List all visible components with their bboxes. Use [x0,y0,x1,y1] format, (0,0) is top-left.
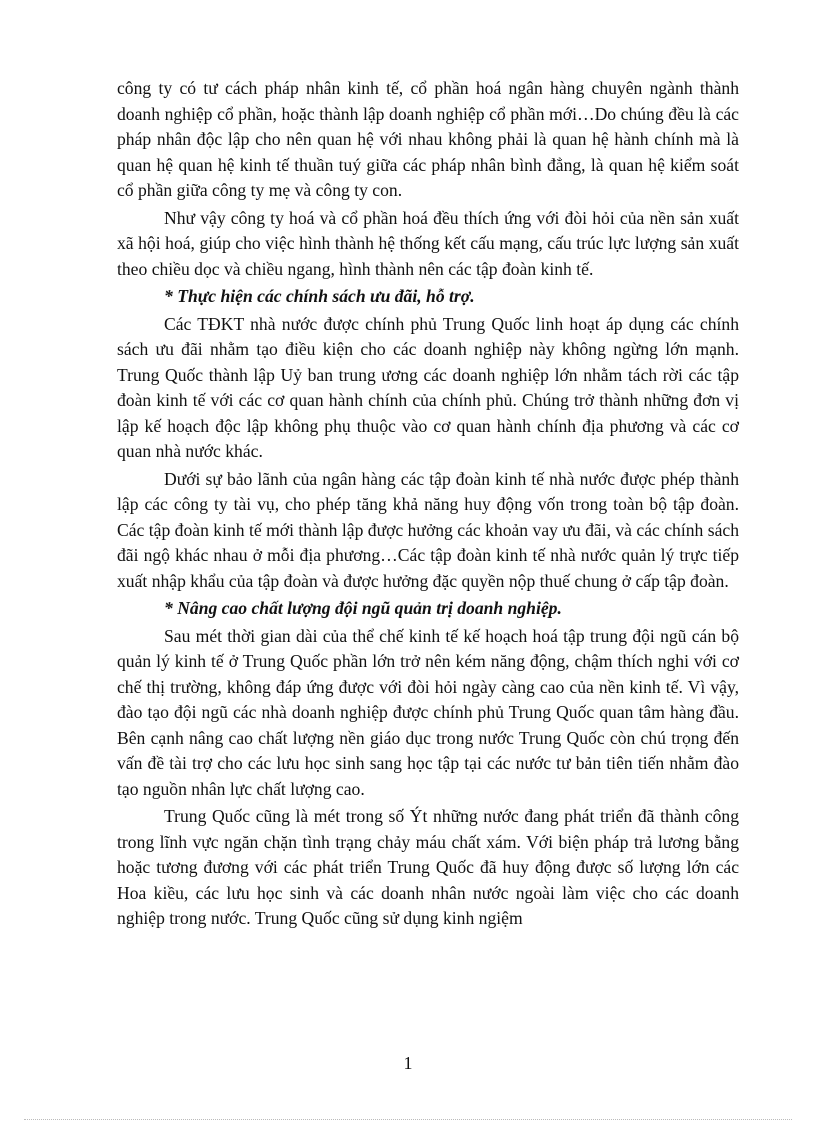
body-text [117,76,739,934]
section-heading-incentives: * Thực hiện các chính sách ưu đãi, hỗ trợ. [164,286,475,306]
paragraph-4: Dưới sự bảo lãnh của ngân hàng các tập đoàn kinh tế nhà nước được phép thành lập các công ty tài vụ, cho phép tăng khả năng huy động vốn trong toàn bộ tập đoàn. Các tập đoàn kinh tế mới thành lập được hưởng các khoản vay ưu đãi, và các chính sách đãi ngộ khác nhau ở mỗi địa phương…Các tập đoàn kinh tế nhà nước quản lý trực tiếp xuất nhập khẩu của tập đoàn và được hưởng đặc quyền nộp thuế chung ở cấp tập đoàn. [117,468,739,591]
paragraph-3: Các TĐKT nhà nước được chính phủ Trung Quốc linh hoạt áp dụng các chính sách ưu đãi nhằm tạo điều kiện cho các doanh nghiệp này không ngừng lớn mạnh. Trung Quốc thành lập Uỷ ban trung ương các doanh nghiệp lớn nhằm tách rời các tập đoàn kinh tế với các cơ quan hành chính của chính phủ. Chúng trở thành những đơn vị lập kế hoạch độc lập không phụ thuộc vào cơ quan hành chính địa phương và các cơ quan nhà nước khác. [117,313,739,461]
section-heading-management: * Nâng cao chất lượng đội ngũ quản trị doanh nghiệp. [164,598,562,618]
page-number: 1 [403,1053,413,1073]
paragraph-2: Như vậy công ty hoá và cổ phần hoá đều thích ứng với đòi hỏi của nền sản xuất xã hội hoá, giúp cho việc hình thành hệ thống kết cấu mạng, cấu trúc lực lượng sản xuất theo chiều dọc và chiều ngang, hình thành nên các tập đoàn kinh tế. [117,207,739,279]
paragraph-1: công ty có tư cách pháp nhân kinh tế, cổ phần hoá ngân hàng chuyên ngành thành doanh nghiệp cổ phần, hoặc thành lập doanh nghiệp cổ phần mới…Do chúng đều là các pháp nhân độc lập cho nên quan hệ với nhau không phải là quan hệ hành chính mà là quan hệ quan hệ kinh tế thuần tuý giữa các pháp nhân bình đẳng, là quan hệ kiểm soát cổ phần giữa công ty mẹ và công ty con. [117,78,739,200]
paragraph-5: Sau mét thời gian dài của thể chế kinh tế kế hoạch hoá tập trung đội ngũ cán bộ quản lý kinh tế ở Trung Quốc phần lớn trở nên kém năng động, chậm thích nghi với cơ chế thị trường, không đáp ứng được với đòi hỏi ngày càng cao của nền kinh tế. Vì vậy, đào tạo đội ngũ các nhà doanh nghiệp được chính phủ Trung Quốc quan tâm hàng đầu. Bên cạnh nâng cao chất lượng nền giáo dục trong nước Trung Quốc còn chú trọng đến vấn đề tài trợ cho các lưu học sinh sang học tập tại các nước tư bản tiên tiến nhằm đào tạo nguồn nhân lực chất lượng cao. [117,625,739,799]
paragraph-6: Trung Quốc cũng là mét trong số Ýt những nước đang phát triển đã thành công trong lĩnh vực ngăn chặn tình trạng chảy máu chất xám. Với biện pháp trả lương bằng hoặc tương đương với các phát triển Trung Quốc đã huy động được số lượng lớn các Hoa kiều, các lưu học sinh và các doanh nhân nước ngoài làm việc cho các doanh nghiệp trong nước. Trung Quốc cũng sử dụng kinh ngiệm [117,806,739,928]
footer-divider [24,1119,792,1120]
